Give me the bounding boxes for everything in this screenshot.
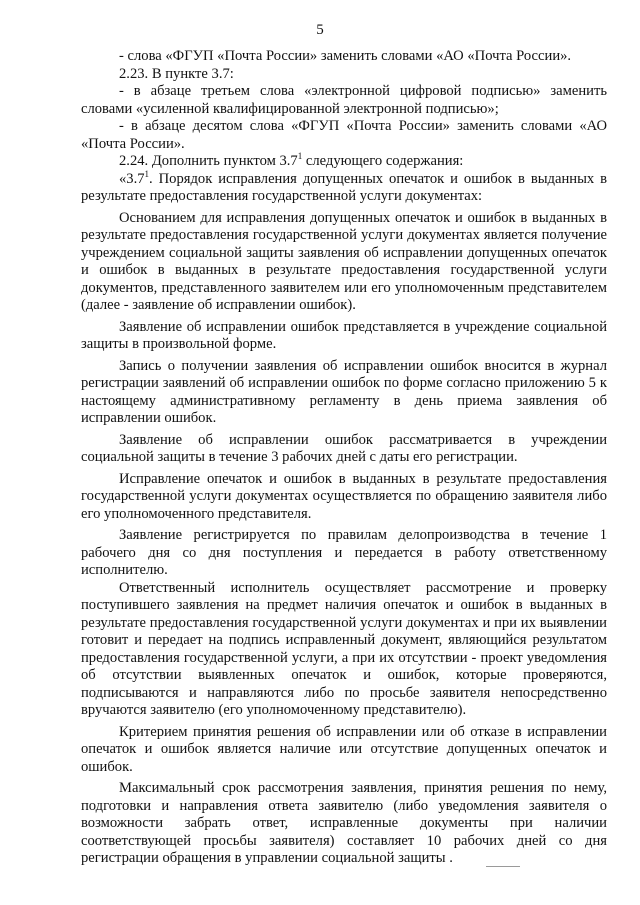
paragraph-registration-journal bbox=[81, 358, 607, 428]
paragraph-replace-post-2 bbox=[81, 118, 607, 153]
paragraph-text: Ответственный исполнитель осуществляет рассмотрение и проверку поступившего заявления на предмет наличия опечаток и ошибок в выданных в результате предоставления государственной услуги документах и при их выявлении готовит и передает на подпись исправленный документ, являющийся результатом предоставления государственной услуги, а при их отсутствии - проект уведомления об отсутствии выявленных опечаток и ошибок, которые проверяются, подписываются и направляются либо по просьбе заявителя непосредственно вручаются заявителю (его уполномоченному представителю). bbox=[81, 579, 607, 718]
paragraph-submission bbox=[81, 319, 607, 354]
paragraph-text: 2.23. В пункте 3.7: bbox=[119, 65, 234, 82]
paragraph-text: Максимальный срок рассмотрения заявления, принятия решения по нему, подготовки и направления ответа заявителю (либо уведомления заявителя о возможности забрать ответ, исправленные документы при наличии соответствующей просьбы заявителя) составляет 10 рабочих дней со дня регистрации обращения в управлении социальной защиты . bbox=[81, 780, 607, 866]
paragraph-text: - в абзаце десятом слова «ФГУП «Почта России» заменить словами «АО «Почта России». bbox=[81, 118, 607, 152]
paragraph-decision-criterion bbox=[81, 724, 607, 777]
paragraph-item-2-23 bbox=[81, 66, 607, 84]
paragraph-text: . Порядок исправления допущенных опечаток и ошибок в выданных в результате предоставления государственной услуги документах: bbox=[81, 170, 607, 204]
paragraph-registration-rules bbox=[81, 527, 607, 580]
paragraph-grounds bbox=[81, 210, 607, 315]
paragraph-text: - в абзаце третьем слова «электронной цифровой подписью» заменить словами «усиленной квалифицированной электронной подписью»; bbox=[81, 83, 607, 117]
paragraph-text: «3.7 bbox=[119, 170, 145, 187]
paragraph-text: Заявление регистрируется по правилам делопроизводства в течение 1 рабочего дня со дня поступления и передается в работу ответственному исполнителю. bbox=[81, 527, 607, 578]
paragraph-review-term bbox=[81, 432, 607, 467]
paragraph-text: Запись о получении заявления об исправлении ошибок вносится в журнал регистрации заявлений об исправлении ошибок по форме согласно приложению 5 к настоящему административному регламенту в день приема заявления об исправлении ошибок. bbox=[81, 357, 607, 426]
paragraph-correction-basis bbox=[81, 471, 607, 524]
paragraph-item-2-24 bbox=[81, 153, 607, 171]
paragraph-replace-signature bbox=[81, 83, 607, 118]
footer-line bbox=[486, 866, 520, 867]
paragraph-responsible-executor bbox=[81, 580, 607, 720]
paragraph-text: - слова «ФГУП «Почта России» заменить словами «АО «Почта России». bbox=[119, 48, 572, 64]
paragraph-text: следующего содержания: bbox=[302, 153, 464, 169]
paragraph-text: Заявление об исправлении ошибок рассматривается в учреждении социальной защиты в течение 3 рабочих дней с даты его регистрации. bbox=[81, 431, 607, 465]
paragraph-text: 2.24. Дополнить пунктом 3.7 bbox=[119, 153, 298, 169]
paragraph-text: Исправление опечаток и ошибок в выданных в результате предоставления государственной услуги документах осуществляется по обращению заявителя либо его уполномоченного представителя. bbox=[81, 470, 607, 522]
paragraph-text: Критерием принятия решения об исправлении или об отказе в исправлении опечаток и ошибок является наличие или отсутствие допущенных опечаток и ошибок. bbox=[81, 723, 607, 775]
paragraph-text: Заявление об исправлении ошибок представляется в учреждение социальной защиты в произвольной форме. bbox=[81, 318, 607, 352]
superscript: 1 bbox=[144, 168, 150, 179]
document-body bbox=[81, 48, 607, 868]
page-number: 5 bbox=[316, 22, 324, 38]
paragraph-section-heading bbox=[81, 168, 607, 206]
paragraph-replace-post-1 bbox=[81, 48, 607, 66]
superscript: 1 bbox=[297, 151, 303, 162]
paragraph-text: Основанием для исправления допущенных опечаток и ошибок в выданных в результате предоставления государственной услуги документах является получение учреждением социальной защиты заявления об исправлении допущенных опечаток и ошибок в выданных в результате предоставления государственной услуги документов, представленного заявителем или его уполномоченным представителем (далее - заявление об исправлении ошибок). bbox=[81, 209, 607, 313]
paragraph-maximum-term bbox=[81, 780, 607, 868]
